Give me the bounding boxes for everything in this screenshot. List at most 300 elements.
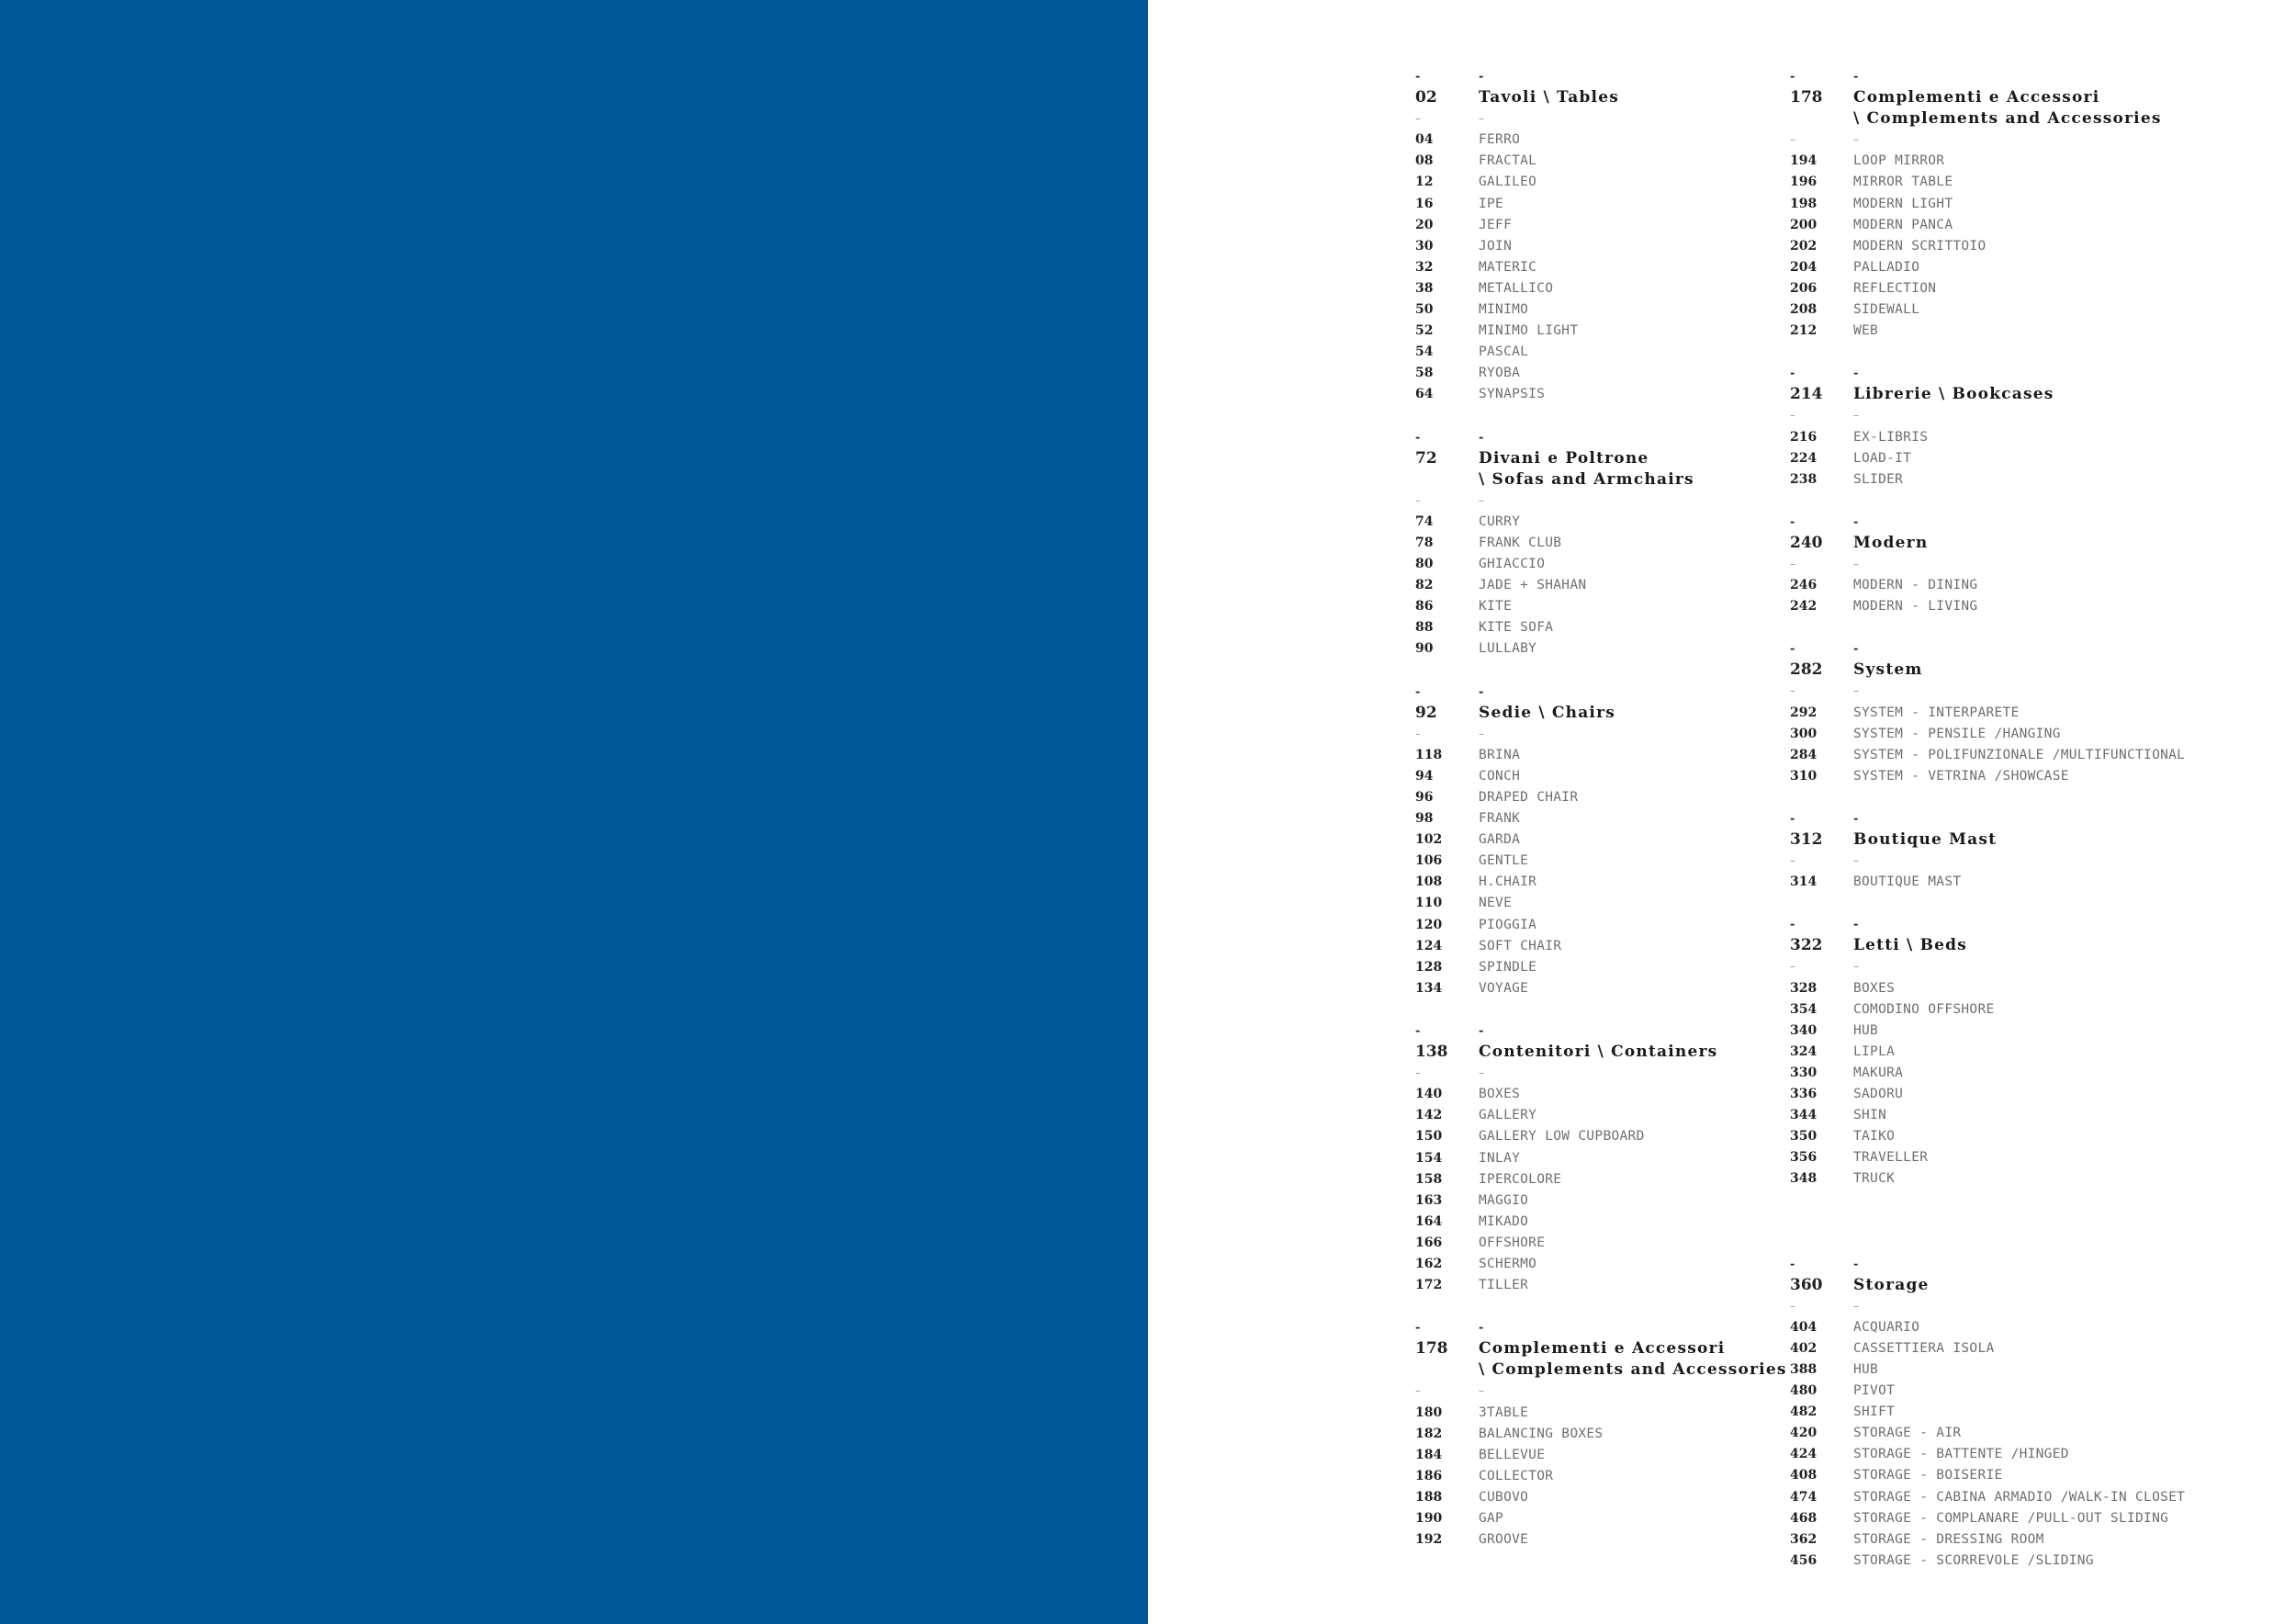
index-entry-page: 344 xyxy=(1790,1108,1818,1123)
index-entry-text: TRUCK xyxy=(1853,1171,1896,1187)
index-entry-page: 12 xyxy=(1415,175,1434,190)
index-entry-text: SYNAPSIS xyxy=(1479,387,1546,402)
index-entry xyxy=(1790,1551,2231,1572)
section-dash-text: - xyxy=(1853,918,1859,932)
index-entry xyxy=(1790,151,2231,172)
index-entry-text: COMODINO OFFSHORE xyxy=(1853,1001,1995,1017)
index-entry-page: 324 xyxy=(1790,1043,1818,1059)
section-heading-text: Letti \ Beds xyxy=(1853,936,1968,955)
index-entry-text: BOXES xyxy=(1853,980,1896,996)
section-separator-page: – xyxy=(1790,684,1795,698)
index-entry-page: 94 xyxy=(1415,768,1434,784)
section-separator-text: – xyxy=(1479,1384,1484,1398)
section-separator xyxy=(1790,1296,2231,1317)
index-entry-text: MIRROR TABLE xyxy=(1853,175,1953,190)
index-entry-page: 300 xyxy=(1790,726,1818,741)
index-entry-text: MIKADO xyxy=(1479,1213,1529,1229)
index-entry-text: CONCH xyxy=(1479,768,1521,784)
section-heading-page: 282 xyxy=(1790,660,1823,680)
index-entry-text: KITE SOFA xyxy=(1479,620,1554,636)
index-entry-text: MODERN - LIVING xyxy=(1853,599,1978,615)
index-entry-page: 242 xyxy=(1790,599,1818,615)
index-entry-text: 3TABLE xyxy=(1479,1404,1529,1420)
index-entry-page: 16 xyxy=(1415,196,1434,211)
index-entry-page: 74 xyxy=(1415,513,1434,529)
index-entry-text: SCHERMO xyxy=(1479,1256,1537,1271)
section-dash-text: - xyxy=(1853,1257,1859,1271)
index-entry-page: 108 xyxy=(1415,874,1443,890)
index-entry-text: SOFT CHAIR xyxy=(1479,938,1562,953)
index-entry xyxy=(1790,448,2231,469)
index-entry-page: 336 xyxy=(1790,1087,1818,1102)
index-entry xyxy=(1790,1529,2231,1551)
index-entry xyxy=(1790,1465,2231,1486)
section-dash-page: - xyxy=(1415,430,1421,445)
section-gap xyxy=(1790,617,2231,638)
index-entry-page: 420 xyxy=(1790,1426,1818,1441)
section-heading-subtitle-text: \ Sofas and Armchairs xyxy=(1479,469,1694,489)
section-heading-text: Boutique Mast xyxy=(1853,830,1998,849)
index-entry-text: HUB xyxy=(1853,1361,1879,1377)
index-entry-page: 50 xyxy=(1415,302,1434,318)
index-entry-page: 186 xyxy=(1415,1468,1443,1483)
index-entry-text: PIOGGIA xyxy=(1479,917,1537,932)
section-dash-text: - xyxy=(1479,70,1484,84)
index-entry-text: FRANK xyxy=(1479,811,1521,827)
index-section xyxy=(1790,808,2231,893)
index-entry-page: 340 xyxy=(1790,1022,1818,1038)
index-entry-page: 196 xyxy=(1790,175,1818,190)
section-heading xyxy=(1790,87,2231,108)
index-entry-page: 404 xyxy=(1790,1319,1818,1335)
index-entry-text: STORAGE - AIR xyxy=(1853,1426,1962,1441)
section-dash-page: - xyxy=(1790,918,1795,932)
index-entry xyxy=(1790,1402,2231,1423)
index-entry xyxy=(1790,1508,2231,1529)
index-entry-page: 04 xyxy=(1415,132,1434,148)
index-entry-text: TAIKO xyxy=(1853,1129,1896,1145)
section-heading-page: 138 xyxy=(1415,1043,1448,1062)
section-dash xyxy=(1790,512,2231,533)
index-entry-text: JADE + SHAHAN xyxy=(1479,578,1587,593)
section-heading-subtitle xyxy=(1790,108,2231,130)
index-entry-page: 58 xyxy=(1415,366,1434,381)
index-entry-text: MODERN LIGHT xyxy=(1853,196,1953,211)
index-entry-text: BRINA xyxy=(1479,747,1521,762)
index-entry xyxy=(1790,299,2231,321)
index-entry-text: WEB xyxy=(1853,323,1879,339)
section-separator xyxy=(1790,956,2231,977)
index-entry xyxy=(1790,766,2231,787)
section-heading-text: Contenitori \ Containers xyxy=(1479,1043,1718,1062)
section-separator-page: – xyxy=(1790,854,1795,868)
index-section xyxy=(1790,914,2231,1190)
index-entry xyxy=(1790,1338,2231,1359)
section-separator-text: – xyxy=(1853,854,1859,868)
index-entry-page: 164 xyxy=(1415,1213,1443,1229)
index-entry-text: LIPLA xyxy=(1853,1043,1896,1059)
index-entry xyxy=(1790,1423,2231,1444)
index-entry-page: 190 xyxy=(1415,1511,1443,1526)
index-entry-page: 38 xyxy=(1415,280,1434,296)
index-entry-text: TRAVELLER xyxy=(1853,1150,1929,1166)
index-entry-text: STORAGE - DRESSING ROOM xyxy=(1853,1531,2044,1547)
section-gap xyxy=(1790,342,2231,363)
index-entry-text: STORAGE - COMPLANARE /PULL-OUT SLIDING xyxy=(1853,1510,2169,1526)
index-entry-text: TILLER xyxy=(1479,1278,1529,1293)
index-entry-page: 482 xyxy=(1790,1404,1818,1420)
index-entry-text: SADORU xyxy=(1853,1087,1904,1102)
section-dash-page: - xyxy=(1790,70,1795,84)
section-dash xyxy=(1790,66,2231,87)
index-entry-text: LULLABY xyxy=(1479,641,1537,657)
index-entry-page: 224 xyxy=(1790,450,1818,466)
index-entry-page: 96 xyxy=(1415,790,1434,805)
index-entry-page: 182 xyxy=(1415,1426,1443,1441)
index-entry-page: 388 xyxy=(1790,1361,1818,1377)
index-entry-text: FERRO xyxy=(1479,132,1521,148)
index-entry-text: ACQUARIO xyxy=(1853,1319,1920,1335)
index-entry-page: 124 xyxy=(1415,938,1443,953)
index-entry-page: 206 xyxy=(1790,280,1818,296)
index-entry-page: 184 xyxy=(1415,1447,1443,1462)
index-entry-page: 292 xyxy=(1790,705,1818,720)
index-entry-text: BALANCING BOXES xyxy=(1479,1426,1604,1441)
index-entry-page: 356 xyxy=(1790,1150,1818,1166)
index-entry-page: 198 xyxy=(1790,196,1818,211)
index-entry xyxy=(1790,1105,2231,1126)
index-entry-page: 238 xyxy=(1790,471,1818,487)
index-entry-page: 150 xyxy=(1415,1129,1443,1145)
index-entry-text: GROOVE xyxy=(1479,1532,1529,1548)
section-dash-page: - xyxy=(1415,70,1421,84)
index-entry-text: IPE xyxy=(1479,196,1504,211)
index-entry-page: 140 xyxy=(1415,1087,1443,1102)
section-separator-text: – xyxy=(1853,133,1859,147)
index-entry-text: REFLECTION xyxy=(1853,280,1937,296)
section-separator-text: – xyxy=(1853,1299,1859,1313)
section-dash-page: - xyxy=(1790,1257,1795,1271)
index-entry xyxy=(1790,745,2231,766)
index-entry-text: CASSETTIERA ISOLA xyxy=(1853,1340,1995,1356)
index-entry-page: 118 xyxy=(1415,747,1443,762)
index-entry-page: 166 xyxy=(1415,1235,1443,1250)
section-dash xyxy=(1790,363,2231,384)
index-entry-page: 456 xyxy=(1790,1552,1818,1568)
index-entry xyxy=(1790,321,2231,342)
index-entry-text: LOAD-IT xyxy=(1853,450,1912,466)
section-separator-page: – xyxy=(1415,727,1421,740)
index-entry-text: MINIMO xyxy=(1479,302,1529,318)
section-dash xyxy=(1790,638,2231,660)
index-entry-text: FRANK CLUB xyxy=(1479,535,1562,550)
index-entry-text: GALILEO xyxy=(1479,175,1537,190)
section-separator-text: – xyxy=(1853,684,1859,698)
index-entry-page: 310 xyxy=(1790,768,1818,784)
section-separator-text: – xyxy=(1853,960,1859,974)
section-heading-text: System xyxy=(1853,660,1923,680)
section-heading-page: 322 xyxy=(1790,936,1823,955)
section-separator-page: – xyxy=(1415,1384,1421,1398)
index-entry-text: VOYAGE xyxy=(1479,980,1529,996)
index-entry-page: 162 xyxy=(1415,1256,1443,1271)
section-heading-text: Sedie \ Chairs xyxy=(1479,703,1615,722)
section-heading xyxy=(1790,533,2231,554)
index-entry xyxy=(1790,469,2231,491)
index-entry-page: 90 xyxy=(1415,641,1434,657)
section-separator-page: – xyxy=(1790,133,1795,147)
index-entry-page: 163 xyxy=(1415,1192,1443,1208)
index-entry-text: MAGGIO xyxy=(1479,1192,1529,1208)
index-entry-page: 192 xyxy=(1415,1532,1443,1548)
section-separator-text: – xyxy=(1853,557,1859,570)
index-entry xyxy=(1790,1021,2231,1042)
index-entry-text: GALLERY xyxy=(1479,1108,1537,1123)
index-entry xyxy=(1790,1317,2231,1338)
index-entry-text: JEFF xyxy=(1479,217,1513,232)
index-entry-page: 78 xyxy=(1415,535,1434,550)
section-dash-page: - xyxy=(1415,1321,1421,1336)
section-heading-text: Librerie \ Bookcases xyxy=(1853,385,2054,404)
section-dash-text: - xyxy=(1853,70,1859,84)
index-entry-page: 362 xyxy=(1790,1531,1818,1547)
index-entry-page: 212 xyxy=(1790,323,1818,339)
section-dash-page: - xyxy=(1415,684,1421,699)
index-entry xyxy=(1790,703,2231,724)
index-column-right xyxy=(1790,66,2231,1572)
index-entry-text: PALLADIO xyxy=(1853,259,1920,275)
section-dash xyxy=(1790,914,2231,935)
index-entry-page: 202 xyxy=(1790,238,1818,254)
index-entry-page: 314 xyxy=(1790,874,1818,890)
index-entry xyxy=(1790,427,2231,448)
section-heading-text: Complementi e Accessori xyxy=(1853,88,2100,107)
index-entry-text: OFFSHORE xyxy=(1479,1235,1546,1250)
section-dash xyxy=(1790,1254,2231,1275)
index-entry xyxy=(1790,278,2231,299)
index-entry-text: SYSTEM - INTERPARETE xyxy=(1853,705,2020,720)
index-entry-page: 120 xyxy=(1415,917,1443,932)
index-entry xyxy=(1790,1444,2231,1465)
index-entry-text: SIDEWALL xyxy=(1853,302,1920,318)
index-entry-text: PIVOT xyxy=(1853,1383,1896,1399)
index-entry-text: HUB xyxy=(1853,1022,1879,1038)
index-entry xyxy=(1790,1042,2231,1063)
section-separator-page: – xyxy=(1415,1066,1421,1080)
index-entry-text: MATERIC xyxy=(1479,259,1537,275)
section-heading xyxy=(1790,935,2231,956)
index-entry xyxy=(1790,257,2231,278)
section-heading-text: Tavoli \ Tables xyxy=(1479,88,1619,107)
index-entry-text: SHIFT xyxy=(1853,1404,1896,1420)
section-separator-text: – xyxy=(1479,727,1484,740)
section-dash-text: - xyxy=(1853,514,1859,529)
index-entry-text: SYSTEM - VETRINA /SHOWCASE xyxy=(1853,768,2069,784)
index-entry-page: 350 xyxy=(1790,1129,1818,1145)
index-entry-page: 180 xyxy=(1415,1404,1443,1420)
section-separator-page: – xyxy=(1790,557,1795,570)
section-dash-text: - xyxy=(1853,811,1859,826)
index-entry-page: 08 xyxy=(1415,153,1434,169)
index-entry-text: GAP xyxy=(1479,1511,1504,1526)
index-entry xyxy=(1790,724,2231,745)
section-separator xyxy=(1790,681,2231,702)
section-gap xyxy=(1790,1190,2231,1254)
index-entry-text: STORAGE - CABINA ARMADIO /WALK-IN CLOSET xyxy=(1853,1489,2186,1505)
index-entry-page: 216 xyxy=(1790,429,1818,445)
index-entry-text: BELLEVUE xyxy=(1479,1447,1546,1462)
index-entry-text: GARDA xyxy=(1479,832,1521,848)
section-dash-text: - xyxy=(1479,1023,1484,1038)
index-entry-page: 354 xyxy=(1790,1001,1818,1017)
index-entry-text: GALLERY LOW CUPBOARD xyxy=(1479,1129,1645,1145)
section-separator-page: – xyxy=(1790,960,1795,974)
index-entry-text: STORAGE - BOISERIE xyxy=(1853,1468,2003,1483)
index-entry-page: 172 xyxy=(1415,1278,1443,1293)
section-heading-text: Complementi e Accessori xyxy=(1479,1339,1726,1359)
index-entry-text: H.CHAIR xyxy=(1479,874,1537,890)
section-dash-text: - xyxy=(1479,1321,1484,1336)
index-entry-text: GHIACCIO xyxy=(1479,557,1546,572)
index-entry-text: SHIN xyxy=(1853,1108,1887,1123)
section-separator-page: – xyxy=(1415,112,1421,126)
index-entry-page: 204 xyxy=(1790,259,1818,275)
section-heading-page: 178 xyxy=(1415,1339,1448,1359)
index-entry xyxy=(1790,1168,2231,1190)
index-entry-text: LOOP MIRROR xyxy=(1853,153,1945,169)
index-entry-text: NEVE xyxy=(1479,896,1513,911)
index-entry-page: 80 xyxy=(1415,557,1434,572)
index-entry-page: 194 xyxy=(1790,153,1818,169)
index-entry-text: MODERN SCRITTOIO xyxy=(1853,238,1986,254)
index-entry-text: STORAGE - SCORREVOLE /SLIDING xyxy=(1853,1552,2094,1568)
section-dash-text: - xyxy=(1479,684,1484,699)
section-heading-page: 178 xyxy=(1790,88,1823,107)
index-entry-text: MODERN - DINING xyxy=(1853,578,1978,593)
index-entry-page: 142 xyxy=(1415,1108,1443,1123)
index-entry xyxy=(1790,215,2231,236)
section-heading-page: 360 xyxy=(1790,1275,1823,1294)
section-dash-page: - xyxy=(1790,642,1795,657)
section-heading-page: 312 xyxy=(1790,830,1823,849)
index-entry-page: 106 xyxy=(1415,853,1443,869)
index-entry-text: CUBOVO xyxy=(1479,1489,1529,1505)
index-entry-text: DRAPED CHAIR xyxy=(1479,790,1579,805)
index-entry-page: 30 xyxy=(1415,238,1434,254)
section-heading-text: Modern xyxy=(1853,533,1929,552)
index-entry-text: RYOBA xyxy=(1479,366,1521,381)
section-gap xyxy=(1790,893,2231,914)
section-heading xyxy=(1790,660,2231,681)
index-entry xyxy=(1790,194,2231,215)
index-entry-text: STORAGE - BATTENTE /HINGED xyxy=(1853,1447,2069,1462)
index-entry xyxy=(1790,1487,2231,1508)
section-heading-page: 240 xyxy=(1790,533,1823,552)
index-entry-page: 110 xyxy=(1415,896,1443,911)
section-separator-page: – xyxy=(1790,1299,1795,1313)
index-entry-text: KITE xyxy=(1479,599,1513,615)
index-entry-page: 330 xyxy=(1790,1065,1818,1080)
section-heading-text: Divani e Poltrone xyxy=(1479,448,1649,468)
index-entry-text: BOUTIQUE MAST xyxy=(1853,874,1962,890)
index-entry-page: 54 xyxy=(1415,344,1434,360)
index-entry xyxy=(1790,172,2231,193)
index-entry xyxy=(1790,236,2231,257)
index-entry-text: CURRY xyxy=(1479,513,1521,529)
index-entry-page: 402 xyxy=(1790,1340,1818,1356)
index-entry xyxy=(1790,1084,2231,1105)
index-entry-page: 474 xyxy=(1790,1489,1818,1505)
index-entry xyxy=(1790,1359,2231,1381)
section-dash xyxy=(1790,808,2231,829)
index-entry-page: 134 xyxy=(1415,980,1443,996)
section-separator xyxy=(1790,554,2231,575)
index-entry-page: 154 xyxy=(1415,1150,1443,1166)
index-entry xyxy=(1790,596,2231,617)
index-entry xyxy=(1790,575,2231,596)
index-entry-text: GENTLE xyxy=(1479,853,1529,869)
index-entry-page: 246 xyxy=(1790,578,1818,593)
index-entry-page: 32 xyxy=(1415,259,1434,275)
index-entry-page: 200 xyxy=(1790,217,1818,232)
index-entry-text: MODERN PANCA xyxy=(1853,217,1953,232)
section-heading-page: 72 xyxy=(1415,448,1437,468)
section-separator-text: – xyxy=(1479,493,1484,507)
index-entry-text: IPERCOLORE xyxy=(1479,1171,1562,1187)
index-entry-page: 480 xyxy=(1790,1383,1818,1399)
index-section xyxy=(1790,638,2231,787)
index-entry xyxy=(1790,1126,2231,1147)
section-separator-page: – xyxy=(1415,493,1421,507)
index-entry xyxy=(1790,1063,2231,1084)
index-entry-text: INLAY xyxy=(1479,1150,1521,1166)
section-heading xyxy=(1790,384,2231,405)
section-heading-subtitle-text: \ Complements and Accessories xyxy=(1479,1360,1787,1380)
section-dash-text: - xyxy=(1479,430,1484,445)
section-heading-text: Storage xyxy=(1853,1275,1930,1294)
index-section xyxy=(1790,512,2231,617)
index-section xyxy=(1790,363,2231,491)
index-entry-text: SLIDER xyxy=(1853,471,1904,487)
section-dash-page: - xyxy=(1415,1023,1421,1038)
index-entry-text: SYSTEM - PENSILE /HANGING xyxy=(1853,726,2061,741)
section-separator-text: – xyxy=(1479,112,1484,126)
index-entry-text: SYSTEM - POLIFUNZIONALE /MULTIFUNCTIONAL xyxy=(1853,747,2186,762)
index-section xyxy=(1790,1254,2231,1572)
index-entry-text: EX-LIBRIS xyxy=(1853,429,1929,445)
index-entry-page: 88 xyxy=(1415,620,1434,636)
section-separator-page: – xyxy=(1790,409,1795,423)
section-heading xyxy=(1790,829,2231,851)
section-separator-text: – xyxy=(1853,409,1859,423)
section-dash-text: - xyxy=(1853,642,1859,657)
index-entry-page: 128 xyxy=(1415,959,1443,975)
index-entry-page: 348 xyxy=(1790,1171,1818,1187)
index-entry-page: 86 xyxy=(1415,599,1434,615)
index-entry-text: PASCAL xyxy=(1479,344,1529,360)
section-heading-page: 92 xyxy=(1415,703,1437,722)
index-entry-page: 408 xyxy=(1790,1468,1818,1483)
section-separator-text: – xyxy=(1479,1066,1484,1080)
section-separator xyxy=(1790,851,2231,872)
index-entry-text: COLLECTOR xyxy=(1479,1468,1554,1483)
section-dash-page: - xyxy=(1790,514,1795,529)
index-entry xyxy=(1790,1147,2231,1168)
index-entry-text: JOIN xyxy=(1479,238,1513,254)
section-gap xyxy=(1790,491,2231,512)
index-entry-page: 52 xyxy=(1415,323,1434,339)
index-entry-text: BOXES xyxy=(1479,1087,1521,1102)
